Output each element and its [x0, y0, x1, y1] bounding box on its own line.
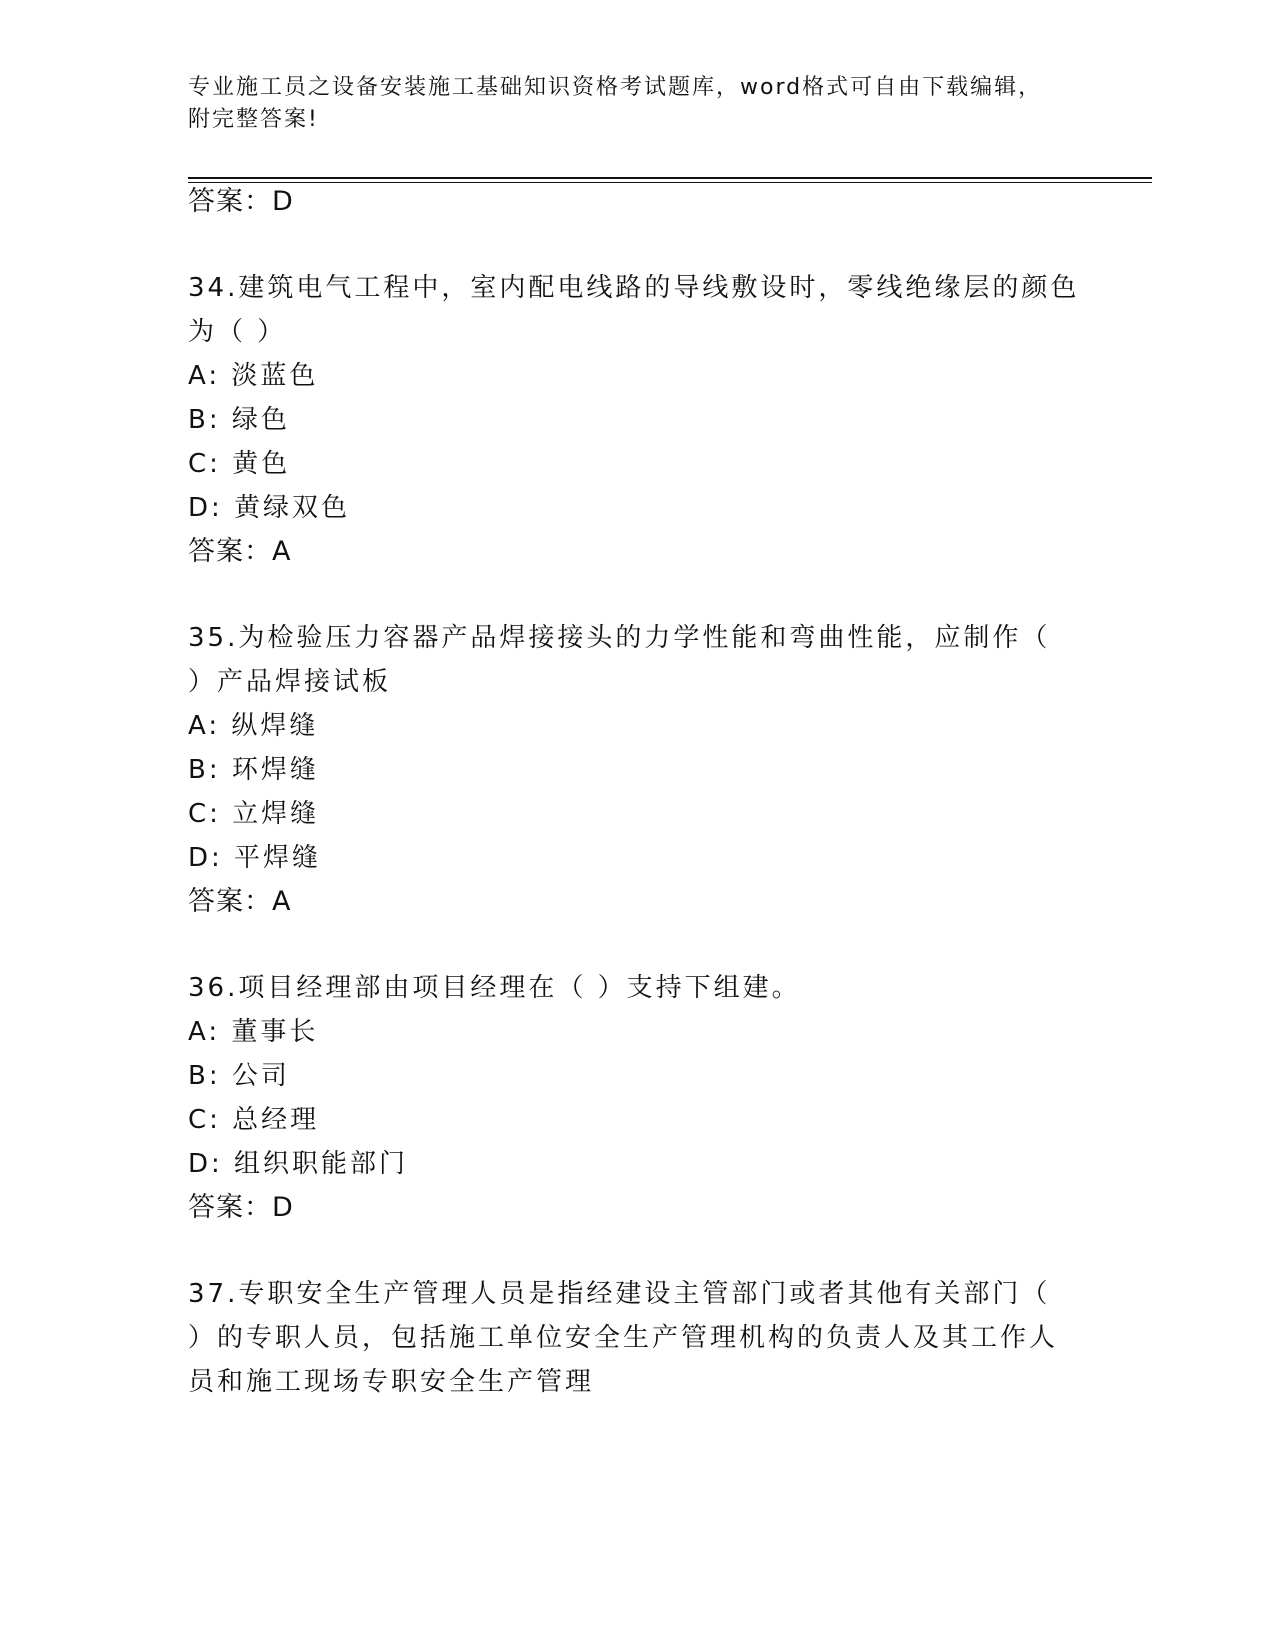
question-35-option-c: C: 立焊缝 [188, 799, 320, 829]
question-37-stem-line-1: 37.专职安全生产管理人员是指经建设主管部门或者其他有关部门（ [188, 1279, 1051, 1309]
question-36-stem-line-1: 36.项目经理部由项目经理在（ ）支持下组建。 [188, 973, 801, 1003]
question-35-answer: 答案：A [188, 886, 292, 917]
header-divider-thin [188, 182, 1152, 183]
question-36-option-b: B: 公司 [188, 1061, 290, 1091]
answer-33: 答案：D [188, 186, 294, 217]
question-34-stem-line-1: 34.建筑电气工程中，室内配电线路的导线敷设时，零线绝缘层的颜色 [188, 273, 1080, 303]
question-36-answer: 答案：D [188, 1192, 294, 1223]
question-34-answer: 答案：A [188, 536, 292, 567]
question-34-option-b: B: 绿色 [188, 405, 290, 435]
question-34-option-d: D: 黄绿双色 [188, 493, 351, 523]
question-34-option-a: A: 淡蓝色 [188, 361, 319, 391]
question-34-option-c: C: 黄色 [188, 449, 291, 479]
question-34-stem-line-2: 为（ ） [188, 317, 287, 347]
question-35-option-a: A: 纵焊缝 [188, 711, 319, 741]
question-35-option-b: B: 环焊缝 [188, 755, 319, 785]
question-36-option-d: D: 组织职能部门 [188, 1149, 409, 1179]
question-36-option-a: A: 董事长 [188, 1017, 319, 1047]
header-line-2: 附完整答案! [188, 107, 319, 132]
question-37-stem-line-2: ）的专职人员，包括施工单位安全生产管理机构的负责人及其工作人 [188, 1323, 1059, 1353]
question-35-option-d: D: 平焊缝 [188, 843, 322, 873]
question-35-stem-line-2: ）产品焊接试板 [188, 667, 392, 697]
document-header [188, 72, 1068, 136]
header-line-1: 专业施工员之设备安装施工基础知识资格考试题库，word格式可自由下载编辑， [188, 75, 1043, 100]
header-divider-thick [188, 177, 1152, 179]
question-37-stem-line-3: 员和施工现场专职安全生产管理 [188, 1367, 595, 1397]
question-36-option-c: C: 总经理 [188, 1105, 320, 1135]
question-35-stem-line-1: 35.为检验压力容器产品焊接接头的力学性能和弯曲性能，应制作（ [188, 623, 1051, 653]
